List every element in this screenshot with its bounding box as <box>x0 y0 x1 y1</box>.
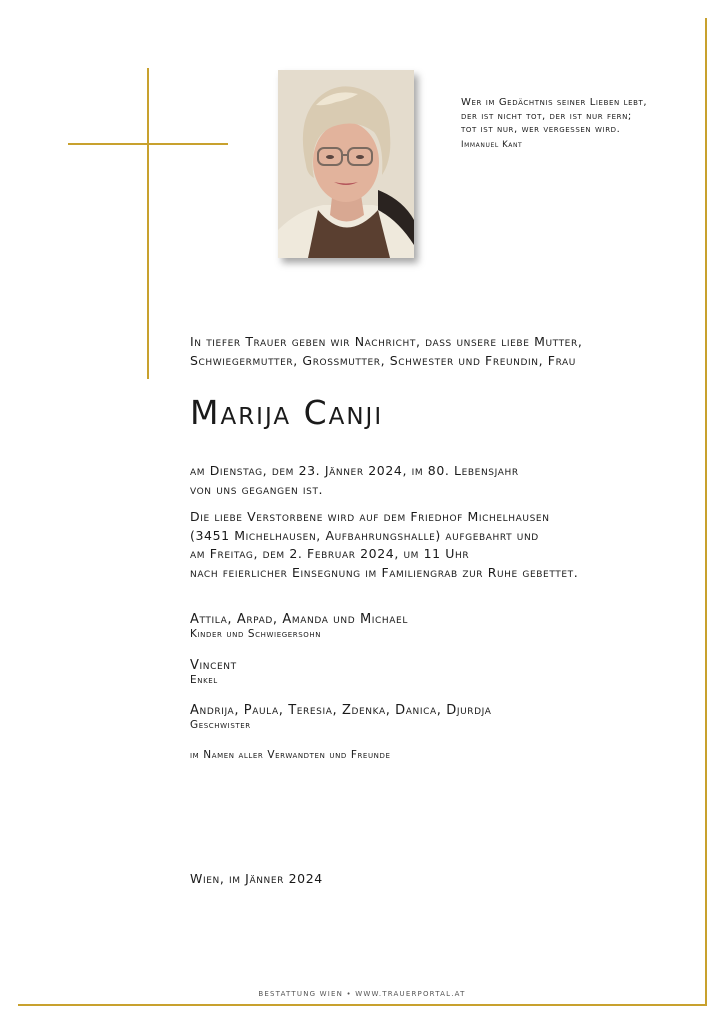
mourner-group <box>190 703 492 732</box>
closing-line: im Namen aller Verwandten und Freunde <box>190 749 391 761</box>
death-notice-line: am Dienstag, dem 23. Jänner 2024, im 80. Lebensjahr <box>190 463 519 478</box>
mourner-group <box>190 658 237 687</box>
frame-line-bottom <box>18 1004 707 1006</box>
intro-line: In tiefer Trauer geben wir Nachricht, dass unsere liebe Mutter, <box>190 334 583 349</box>
mourner-relation: Geschwister <box>190 719 251 731</box>
cross-vertical-bar <box>147 68 149 379</box>
mourner-names: Vincent <box>190 658 237 673</box>
death-notice-line: von uns gegangen ist. <box>190 481 324 497</box>
quote-author: Immanuel Kant <box>461 139 523 150</box>
cross-horizontal-bar <box>68 143 228 145</box>
intro-line: Schwiegermutter, Grossmutter, Schwester und Freundin, Frau <box>190 353 576 368</box>
funeral-details <box>190 508 578 582</box>
frame-line-right <box>705 18 707 1006</box>
funeral-line: Die liebe Verstorbene wird auf dem Friedhof Michelhausen <box>190 509 550 524</box>
place-date: Wien, im Jänner 2024 <box>190 871 323 886</box>
quote-line: tot ist nur, wer vergessen wird. <box>461 124 621 135</box>
quote-line: der ist nicht tot, der ist nur fern; <box>461 110 632 122</box>
portrait-photo <box>278 70 414 258</box>
portrait-illustration <box>278 70 414 258</box>
intro-text <box>190 332 582 370</box>
mourner-names: Attila, Arpad, Amanda und Michael <box>190 612 408 627</box>
memorial-quote <box>461 96 647 152</box>
mourner-relation: Kinder und Schwiegersohn <box>190 628 322 640</box>
funeral-line: am Freitag, dem 2. Februar 2024, um 11 Uhr <box>190 546 470 561</box>
mourner-names: Andrija, Paula, Teresia, Zdenka, Danica, Djurdja <box>190 703 492 718</box>
mourner-group <box>190 612 408 641</box>
death-notice <box>190 462 519 499</box>
footer-credit: BESTATTUNG WIEN • WWW.TRAUERPORTAL.AT <box>258 990 466 998</box>
funeral-line: nach feierlicher Einsegnung im Familiengrab zur Ruhe gebettet. <box>190 564 579 580</box>
quote-line: Wer im Gedächtnis seiner Lieben lebt, <box>461 97 648 108</box>
funeral-line: (3451 Michelhausen, Aufbahrungshalle) aufgebahrt und <box>190 527 539 543</box>
deceased-name: Marija Canji <box>190 393 384 432</box>
mourner-relation: Enkel <box>190 674 218 686</box>
